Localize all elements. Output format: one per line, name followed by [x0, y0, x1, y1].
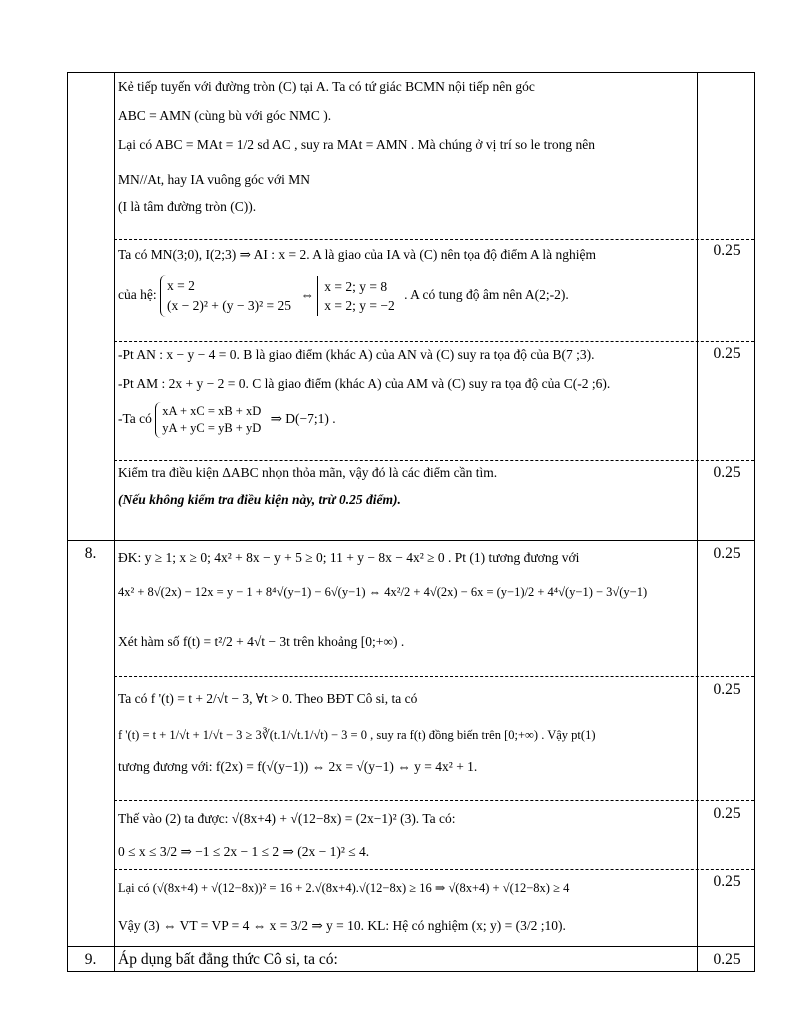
- text-line: tương đương với: f(2x) = f(√(y−1)) ⇔ 2x = √(y−1) ⇔ y = 4x² + 1.: [118, 759, 478, 774]
- score-cell: 0.25: [713, 873, 741, 890]
- row-divider: [114, 676, 754, 677]
- question-number: 9.: [84, 951, 97, 968]
- section-divider: [67, 540, 754, 541]
- eq: x = 2; y = 8: [324, 279, 388, 294]
- row-divider: [114, 341, 754, 342]
- score-cell: 0.25: [713, 345, 741, 362]
- row-4-content: [118, 464, 696, 508]
- row-divider: [114, 869, 754, 870]
- text: . A có tung độ âm nên A(2;-2).: [404, 287, 569, 303]
- text: ⇒ D(−7;1) .: [270, 411, 336, 427]
- text-line: -Pt AN : x − y − 4 = 0. B là giao điểm (khác A) của AN và (C) suy ra tọa độ của B(7 ;3).: [118, 347, 595, 362]
- system-brace: [155, 402, 267, 438]
- text-line: -Pt AM : 2x + y − 2 = 0. C là giao điểm (khác A) của AM và (C) suy ra tọa độ của C(-2 ;6).: [118, 376, 611, 391]
- score-cell: 0.25: [713, 805, 741, 822]
- eq: yA + yC = yB + yD: [162, 421, 262, 435]
- question-number: 8.: [84, 545, 97, 562]
- row-divider: [114, 460, 754, 461]
- text-line: f '(t) = t + 1/√t + 1/√t − 3 ≥ 3∛(t.1/√t.1/√t) − 3 = 0 , suy ra f(t) đồng biến trên [0;+∞) . Vậy pt(1): [118, 728, 596, 742]
- row-1-content: [118, 78, 696, 215]
- text-line-bold-italic: (Nếu không kiểm tra điều kiện này, trừ 0.25 điểm).: [118, 492, 401, 507]
- text-line: Ta có f '(t) = t + 2/√t − 3, ∀t > 0. Theo BĐT Cô si, ta có: [118, 691, 418, 706]
- row-8-content: [118, 880, 696, 934]
- row-7-content: [118, 810, 696, 860]
- row-6-content: [118, 690, 696, 775]
- text-line: Lại có ABC = MAt = 1/2 sd AC , suy ra MAt = AMN . Mà chúng ở vị trí so le trong nên: [118, 137, 595, 152]
- table-col-divider-1: [114, 72, 115, 972]
- text-line: Kẻ tiếp tuyến với đường tròn (C) tại A. Ta có tứ giác BCMN nội tiếp nên góc: [118, 79, 535, 94]
- score-cell: 0.25: [713, 464, 741, 481]
- text-line: Ta có MN(3;0), I(2;3) ⇒ AI : x = 2. A là giao của IA và (C) nên tọa độ điểm A là nghiệm: [118, 247, 597, 262]
- equation-system: [118, 275, 696, 317]
- text: -Ta có: [118, 411, 152, 427]
- score-cell: 0.25: [713, 681, 741, 698]
- text-line: Thế vào (2) ta được: √(8x+4) + √(12−8x) = (2x−1)² (3). Ta có:: [118, 811, 456, 826]
- section-divider: [67, 946, 754, 947]
- text-line: 0 ≤ x ≤ 3/2 ⇒ −1 ≤ 2x − 1 ≤ 2 ⇒ (2x − 1)² ≤ 4.: [118, 844, 370, 859]
- text-line: MN//At, hay IA vuông góc với MN: [118, 172, 311, 187]
- row-9-content: [118, 951, 696, 968]
- row-2-content: [118, 246, 696, 317]
- text-line: Vậy (3) ⇔ VT = VP = 4 ⇔ x = 3/2 ⇒ y = 10. KL: Hệ có nghiệm (x; y) = (3/2 ;10).: [118, 918, 566, 933]
- system-brace: [160, 275, 297, 317]
- system-bracket: [317, 276, 400, 316]
- eq: x = 2; y = −2: [324, 298, 395, 313]
- text-line: Lại có (√(8x+4) + √(12−8x))² = 16 + 2.√(8x+4).√(12−8x) ≥ 16 ⇒ √(8x+4) + √(12−8x) ≥ 4: [118, 881, 570, 895]
- score-cell: 0.25: [713, 951, 741, 968]
- text-line: 4x² + 8√(2x) − 12x = y − 1 + 8⁴√(y−1) − 6√(y−1) ⇔ 4x²/2 + 4√(2x) − 6x = (y−1)/2 + 4⁴√(y−1) − 3√(y−1): [118, 585, 648, 599]
- text-line: ĐK: y ≥ 1; x ≥ 0; 4x² + 8x − y + 5 ≥ 0; 11 + y − 8x − 4x² ≥ 0 . Pt (1) tương đương với: [118, 550, 580, 565]
- row-5-content: [118, 549, 696, 650]
- text-line: Xét hàm số f(t) = t²/2 + 4√t − 3t trên khoảng [0;+∞) .: [118, 634, 405, 649]
- row-3-content: [118, 346, 696, 438]
- text-line: Áp dụng bất đẳng thức Cô si, ta có:: [118, 951, 338, 968]
- row-divider: [114, 800, 754, 801]
- text: của hệ:: [118, 287, 157, 303]
- equiv-symbol: ⇔: [300, 287, 314, 303]
- equation-system: [118, 402, 696, 438]
- eq: x = 2: [166, 278, 195, 293]
- table-top-border: [67, 72, 754, 73]
- eq: (x − 2)² + (y − 3)² = 25: [166, 298, 292, 313]
- eq: xA + xC = xB + xD: [162, 404, 262, 418]
- table-left-border: [67, 72, 68, 972]
- table-bottom-border: [67, 971, 754, 972]
- text-line: Kiểm tra điều kiện ΔABC nhọn thỏa mãn, vậy đó là các điểm cần tìm.: [118, 465, 498, 480]
- score-cell: 0.25: [713, 242, 741, 259]
- text-line: (I là tâm đường tròn (C)).: [118, 199, 257, 214]
- table-right-border: [754, 72, 755, 972]
- score-cell: 0.25: [713, 545, 741, 562]
- table-col-divider-2: [697, 72, 698, 972]
- text-line: ABC = AMN (cùng bù với góc NMC ).: [118, 108, 332, 123]
- row-divider: [114, 239, 754, 240]
